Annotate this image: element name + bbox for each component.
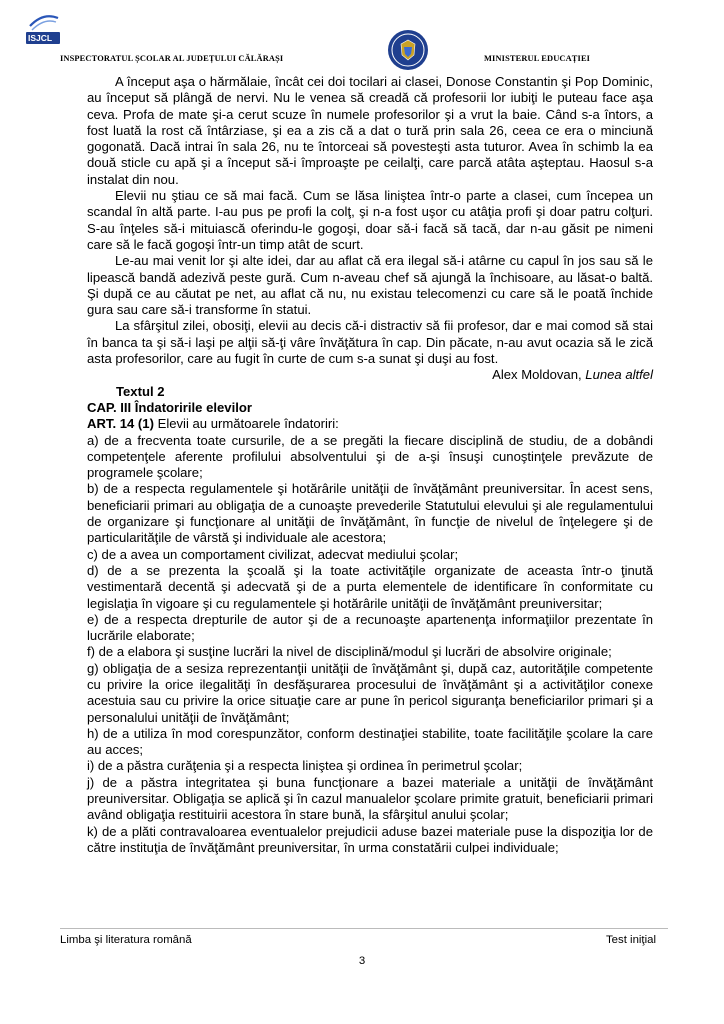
- inspectorate-title: INSPECTORATUL ȘCOLAR AL JUDEȚULUI CĂLĂRAȘI: [60, 54, 284, 63]
- footer-divider: [60, 928, 668, 929]
- isjcl-logo-text: ISJCL: [28, 33, 53, 43]
- duty-item-g: g) obligaţia de a sesiza reprezentanţii unităţii de învăţământ şi, după caz, autorităţile competente cu privire la orice ilegalităţi în desfăşurarea procesului de învăţământ şi a activităţilor conexe acestuia sau cu privire la orice situaţie care ar pune în pericol siguranţa beneficiarilor primari şi a personalului unităţii de învăţământ;: [87, 660, 653, 725]
- text1-paragraph-4: La sfârşitul zilei, obosiţi, elevii au decis că-i distractiv să fii profesor, dar e mai comod să stai în banca ta şi să-i laşi pe alţii să-ţi vâre învăţătura în cap. Din păcate, n-au avut ocazia să le zică asta profesorilor, care au fugit în curte de cum s-a sunat şi duşi au fost.: [87, 318, 653, 367]
- footer-subject: Limba şi literatura română: [60, 934, 192, 946]
- duty-item-j: j) de a păstra integritatea şi buna funcţionare a bazei materiale a unităţii de învăţământ preuniversitar. Obligaţia se aplică şi în cazul manualelor şcolare primite gratuit, beneficiarii primari având obligaţia restituirii acestora în stare bună, la sfârşitul anului şcolar;: [87, 774, 653, 823]
- chapter-title: CAP. III Îndatoririle elevilor: [87, 399, 252, 415]
- footer-test-name: Test iniţial: [605, 934, 656, 946]
- duty-item-c: c) de a avea un comportament civilizat, adecvat mediului şcolar;: [87, 546, 459, 562]
- document-body: [87, 74, 653, 856]
- ministry-title: MINISTERUL EDUCAȚIEI: [484, 54, 591, 63]
- text1-work-title: Lunea altfel: [585, 367, 653, 383]
- duty-item-b: b) de a respecta regulamentele şi hotărârile unităţii de învăţământ preuniversitar. În acest sens, beneficiarii primari au obligaţia de a cunoaşte prevederile Statutului elevului şi ale regulamentului de organizare şi funcţionare al unităţii de învăţământ, în funcţie de nivelul de înţelegere şi de particularităţile de vârstă şi individuale ale acestora;: [87, 481, 653, 546]
- duty-item-h: h) de a utiliza în mod corespunzător, conform destinaţiei stabilite, toate facilităţile şcolare la care au acces;: [87, 725, 653, 758]
- duty-item-f: f) de a elabora şi susţine lucrări la nivel de disciplină/modul şi lucrări de absolvire originale;: [87, 644, 612, 660]
- romanian-coat-of-arms-icon: [386, 28, 430, 72]
- duty-item-e: e) de a respecta drepturile de autor şi de a recunoaşte apartenenţa informaţiilor prezentate în lucrările elaborate;: [87, 611, 653, 644]
- article-intro: [87, 416, 653, 432]
- article-intro-text: Elevii au următoarele îndatoriri:: [153, 416, 339, 432]
- article-label: ART. 14 (1): [87, 416, 154, 432]
- duty-item-a: a) de a frecventa toate cursurile, de a se pregăti la fiecare disciplină de studiu, de a dobândi competenţele aferente profilului absolventului şi de a-şi însuşi cunoştinţele prevăzute de programele şcolare;: [87, 432, 653, 481]
- text2-heading: Textul 2: [116, 383, 165, 399]
- duty-item-k: k) de a plăti contravaloarea eventualelor prejudicii aduse bazei materiale puse la dispoziţia lor de către instituţia de învăţământ preuniversitar, în urma constatării culpei individuale;: [87, 823, 653, 855]
- duty-item-d: d) de a se prezenta la şcoală şi la toate activităţile organizate de aceasta într-o ţinută vestimentară decentă şi adecvată şi de a purta elementele de identificare în conformitate cu legislaţia în vigoare şi cu regulamentele şi hotărârile unităţii de învăţământ preuniversitar;: [87, 562, 653, 611]
- text1-paragraph-1: A început aşa o hărmălaie, încât cei doi tocilari ai clasei, Donose Constantin şi Pop Dominic, au început să plângă de nervi. Nu le venea să creadă că profesorii lor iubiţi le puteau face aşa ceva. Profa de mate şi-a cerut scuze în numele profesorilor şi a vrut la baie. Când s-a întors, a fost luată la rost că întârziase, şi ea a zis că a dat o tură prin sala 26, ceea ce era o minciună gogonată. Dacă intrai în sala 26, nu te întorceai să povesteşti asta tuturor. Avea în schimb la ea două sticle cu apă şi a început să-i împroaşte pe ceilalţi, care parcă atâta aşteptau. Haosul s-a instalat din nou.: [87, 74, 653, 187]
- page-header: [0, 0, 724, 75]
- duty-item-i: i) de a păstra curăţenia şi a respecta liniştea şi ordinea în perimetrul şcolar;: [87, 758, 523, 774]
- text1-source: [87, 367, 653, 383]
- page-number: 3: [358, 955, 366, 967]
- text1-paragraph-3: Le-au mai venit lor şi alte idei, dar au aflat că era ilegal să-i atârne cu capul în jos sau să le lipească bandă adezivă peste gură. Cum n-aveau chef să ajungă la închisoare, au lăsat-o baltă. Şi după ce au căutat pe net, au aflat că nu, nu existau telecomenzi cu care să le poată închide gura sau care să-i transforme în statui.: [87, 253, 653, 318]
- text1-author: Alex Moldovan,: [492, 367, 586, 383]
- text1-paragraph-2: Elevii nu ştiau ce să mai facă. Cum se lăsa liniştea într-o parte a clasei, cum începea un scandal în altă parte. I-au pus pe profi la colţ, şi n-a fost uşor cu atâţia profi şi doar patru colţuri. S-au înţeles să-i mituiască oferindu-le gogoşi, doar să-i facă să tacă, dar n-au găsit pe nimeni care să le facă gogoşi într-un timp atât de scurt.: [87, 188, 653, 252]
